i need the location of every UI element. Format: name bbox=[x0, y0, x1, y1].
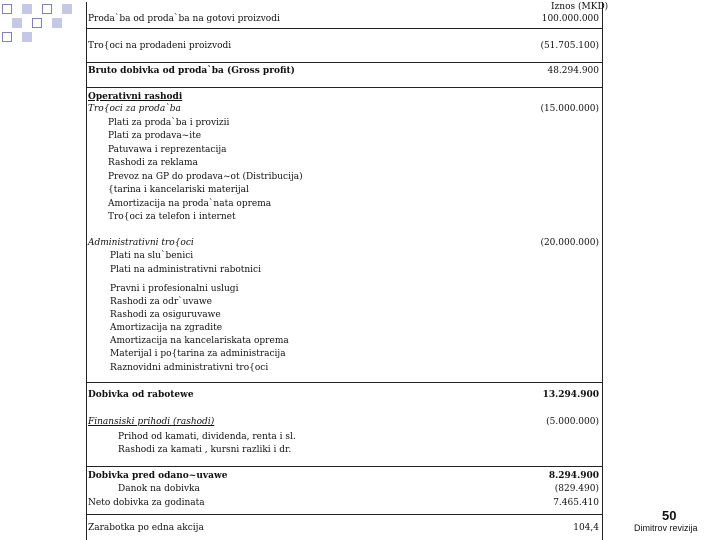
row-label-gross-profit: Bruto dobivka od proda`ba (Gross profit) bbox=[88, 66, 295, 76]
row-value-cogs: (51.705.100) bbox=[540, 41, 599, 51]
page-number: 50 bbox=[662, 508, 677, 523]
corner-square-4 bbox=[62, 4, 72, 14]
divider-operating-profit bbox=[86, 382, 603, 383]
row-label-interest-income: Prihod od kamati, dividenda, renta i sl. bbox=[118, 432, 296, 442]
divider-eps bbox=[86, 514, 603, 515]
row-label-profit-before-tax: Dobivka pred odano~uvawe bbox=[88, 471, 228, 481]
row-label-operating-expenses: Operativni rashodi bbox=[88, 92, 183, 102]
corner-square-1 bbox=[2, 4, 12, 14]
divider-pre-tax bbox=[86, 466, 603, 467]
row-label-advertising: Rashodi za reklama bbox=[108, 158, 198, 168]
table-left-border bbox=[86, 2, 87, 540]
row-label-admin-salaries: Plati na administrativni rabotnici bbox=[110, 265, 261, 275]
row-label-sales: Proda`ba od proda`ba na gotovi proizvodi bbox=[88, 14, 280, 24]
row-label-interest-expense: Rashodi za kamati , kursni razliki i dr. bbox=[118, 445, 292, 455]
row-label-office-supplies: {tarina i kancelariski materijal bbox=[108, 185, 249, 195]
row-value-financial-items: (5.000.000) bbox=[546, 417, 599, 427]
header-divider bbox=[86, 28, 603, 29]
row-label-misc-admin: Raznovidni administrativni tro{oci bbox=[110, 363, 269, 373]
row-label-salesperson-pay: Plati za prodava~ite bbox=[108, 131, 202, 141]
footer-author: Dimitrov revizija bbox=[634, 523, 698, 533]
row-label-distribution: Prevoz na GP do prodava~ot (Distribucija) bbox=[108, 172, 303, 182]
row-label-sales-depreciation: Amortizacija na proda`nata oprema bbox=[108, 199, 272, 209]
row-value-admin-costs: (20.000.000) bbox=[540, 238, 599, 248]
corner-square-6 bbox=[32, 18, 42, 28]
row-label-income-tax: Danok na dobivka bbox=[118, 484, 200, 494]
table-right-border bbox=[602, 2, 603, 540]
row-value-profit-before-tax: 8.294.900 bbox=[548, 471, 599, 481]
row-label-eps: Zarabotka po edna akcija bbox=[88, 523, 204, 533]
row-label-admin-materials: Materijal i po{tarina za administracija bbox=[110, 349, 286, 359]
row-label-selling-costs: Tro{oci za proda`ba bbox=[88, 104, 181, 114]
corner-square-5 bbox=[12, 18, 22, 28]
row-value-net-profit: 7.465.410 bbox=[553, 498, 599, 508]
row-label-legal-services: Pravni i profesionalni uslugi bbox=[110, 284, 239, 294]
row-label-office-depreciation: Amortizacija na kancelariskata oprema bbox=[110, 336, 289, 346]
amount-column-header: Iznos (MKD) bbox=[551, 2, 609, 12]
row-value-eps: 104,4 bbox=[573, 523, 599, 533]
corner-square-2 bbox=[22, 4, 32, 14]
row-label-sales-salaries: Plati za proda`ba i provizii bbox=[108, 118, 230, 128]
corner-square-8 bbox=[2, 32, 12, 42]
divider-gross-profit bbox=[86, 62, 603, 63]
corner-square-7 bbox=[52, 18, 62, 28]
row-value-sales: 100.000.000 bbox=[541, 14, 599, 24]
row-label-insurance: Rashodi za osiguruvawe bbox=[110, 310, 221, 320]
row-label-operating-profit: Dobivka od rabotewe bbox=[88, 390, 194, 400]
row-value-gross-profit: 48.294.900 bbox=[547, 66, 599, 76]
row-label-financial-items: Finansiski prihodi (rashodi) bbox=[88, 417, 215, 427]
row-value-operating-profit: 13.294.900 bbox=[542, 390, 599, 400]
row-value-selling-costs: (15.000.000) bbox=[540, 104, 599, 114]
row-label-net-profit: Neto dobivka za godinata bbox=[88, 498, 205, 508]
row-label-admin-costs: Administrativni tro{oci bbox=[88, 238, 194, 248]
row-label-cogs: Tro{oci na prodadeni proizvodi bbox=[88, 41, 232, 51]
divider-operating bbox=[86, 87, 603, 88]
row-label-telephone: Tro{oci za telefon i internet bbox=[108, 212, 236, 222]
corner-square-3 bbox=[42, 4, 52, 14]
row-label-maintenance: Rashodi za odr`uvawe bbox=[110, 297, 212, 307]
corner-square-9 bbox=[22, 32, 32, 42]
row-label-travel: Patuvawa i reprezentacija bbox=[108, 145, 227, 155]
row-label-building-depreciation: Amortizacija na zgradite bbox=[110, 323, 223, 333]
row-label-staff-salaries: Plati na slu`benici bbox=[110, 251, 194, 261]
row-value-income-tax: (829.490) bbox=[554, 484, 599, 494]
